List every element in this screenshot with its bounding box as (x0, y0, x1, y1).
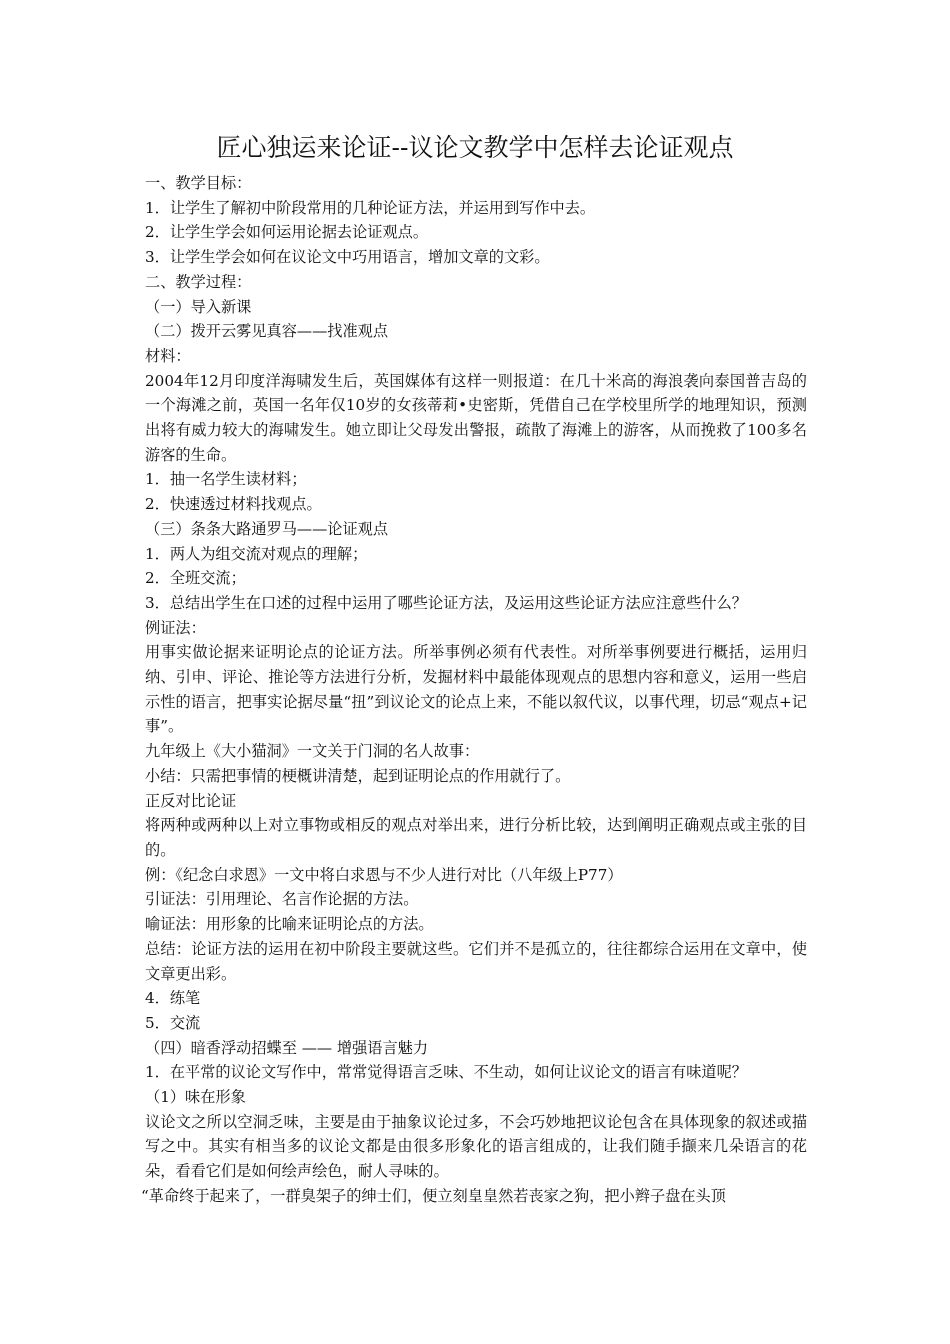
paragraph: 材料： (145, 346, 191, 365)
paragraph: 二、教学过程： (145, 272, 252, 291)
paragraph: 2．全班交流； (145, 569, 246, 588)
paragraph: 用事实做论据来证明论点的论证方法。所举事例必须有代表性。对所举事例要进行概括，运用归纳、引申、评论、推论等方法进行分析，发掘材料中最能体现观点的思想内容和意义，运用一些启示性的语言，把事实论据尽量“扭”到议论文的论点上来，不能以叙代议，以事代理，切忌“观点+记事”。 (145, 643, 807, 736)
paragraph: 喻证法：用形象的比喻来证明论点的方法。 (145, 915, 434, 934)
paragraph: 2．快速透过材料找观点。 (145, 495, 322, 514)
paragraph: （三）条条大路通罗马——论证观点 (145, 519, 388, 538)
paragraph: 5．交流 (145, 1013, 201, 1032)
document-body (141, 171, 807, 1209)
paragraph: 将两种或两种以上对立事物或相反的观点对举出来，进行分析比较，达到阐明正确观点或主张的目的。 (145, 816, 807, 859)
paragraph: 引证法：引用理论、名言作论据的方法。 (145, 890, 419, 909)
paragraph: （四）暗香浮动招蝶至 —— 增强语言魅力 (145, 1038, 429, 1057)
paragraph: 1．抽一名学生读材料； (145, 470, 307, 489)
paragraph: 2004年12月印度洋海啸发生后，英国媒体有这样一则报道：在几十米高的海浪袭向泰国普吉岛的一个海滩之前，英国一名年仅10岁的女孩蒂莉•史密斯，凭借自己在学校里所学的地理知识，预测出将有威力较大的海啸发生。她立即让父母发出警报，疏散了海滩上的游客，从而挽救了100多名游客的生命。 (145, 371, 807, 464)
paragraph: 总结：论证方法的运用在初中阶段主要就这些。它们并不是孤立的，往往都综合运用在文章中，使文章更出彩。 (145, 939, 807, 983)
paragraph: 小结：只需把事情的梗概讲清楚，起到证明论点的作用就行了。 (145, 766, 571, 785)
paragraph: 4．练笔 (145, 989, 201, 1008)
paragraph: 1．两人为组交流对观点的理解； (145, 544, 368, 563)
paragraph: （一）导入新课 (145, 297, 252, 316)
paragraph: 例：《纪念白求恩》一文中将白求恩与不少人进行对比（八年级上P77） (145, 865, 623, 884)
paragraph: 九年级上《大小猫洞》一文关于门洞的名人故事： (145, 742, 480, 761)
paragraph: 2．让学生学会如何运用论据去论证观点。 (145, 223, 429, 242)
paragraph: 正反对比论证 (145, 791, 237, 810)
paragraph: 3．总结出学生在口述的过程中运用了哪些论证方法，及运用这些论证方法应注意些什么？ (145, 593, 747, 612)
paragraph: 1．让学生了解初中阶段常用的几种论证方法，并运用到写作中去。 (145, 198, 596, 217)
paragraph: 例证法： (145, 618, 206, 637)
paragraph: “革命终于起来了，一群臭架子的绅士们，便立刻皇皇然若丧家之狗，把小辫子盘在头顶 (141, 1186, 726, 1205)
paragraph: 3．让学生学会如何在议论文中巧用语言，增加文章的文彩。 (145, 248, 550, 267)
paragraph: 1．在平常的议论文写作中，常常觉得语言乏味、不生动，如何让议论文的语言有味道呢？ (145, 1063, 747, 1082)
paragraph: 议论文之所以空洞乏味，主要是由于抽象议论过多，不会巧妙地把议论包含在具体现象的叙述或描写之中。其实有相当多的议论文都是由很多形象化的语言组成的，让我们随手撷来几朵语言的花朵，看看它们是如何绘声绘色，耐人寻味的。 (145, 1112, 807, 1181)
paragraph: （二）拨开云雾见真容——找准观点 (145, 322, 388, 341)
paragraph: 一、教学目标： (145, 174, 252, 192)
document-title: 匠心独运来论证--议论文教学中怎样去论证观点 (216, 133, 734, 162)
paragraph: （1）味在形象 (145, 1088, 246, 1107)
